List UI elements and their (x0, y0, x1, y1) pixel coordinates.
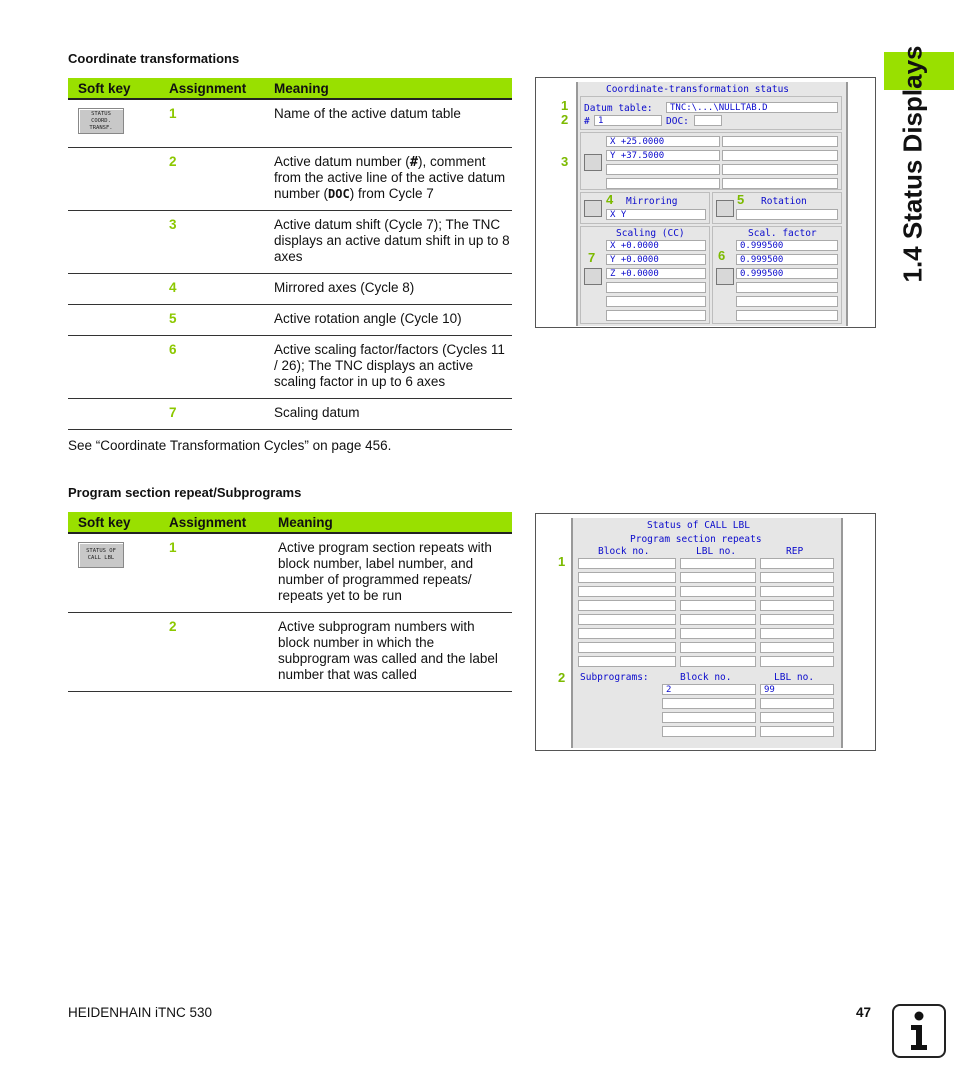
repeat-grid-cell (760, 628, 834, 639)
scaling-factor-icon (716, 268, 734, 285)
sub-block-field: 2 (662, 684, 756, 695)
repeat-grid-cell (680, 600, 756, 611)
repeat-grid-cell (680, 572, 756, 583)
cc-y-field: Y +0.0000 (606, 254, 706, 265)
shift-field (722, 178, 838, 189)
status-of-call-lbl-softkey[interactable]: STATUS OF CALL LBL (78, 542, 124, 568)
panel-title: Coordinate-transformation status (606, 84, 790, 95)
coordinate-transformation-status-screenshot (535, 77, 876, 328)
repeat-grid-cell (760, 656, 834, 667)
meaning-text: Active rotation angle (Cycle 10) (264, 304, 512, 335)
repeat-grid-cell (760, 642, 834, 653)
scale-factor-label: Scal. factor (748, 228, 817, 239)
page-number: 47 (856, 1005, 872, 1020)
cc-field (606, 310, 706, 321)
panel-title: Status of CALL LBL (647, 520, 750, 531)
assignment-number: 3 (159, 210, 264, 273)
meaning-text: Name of the active datum table (264, 99, 512, 147)
repeat-grid-cell (578, 656, 676, 667)
scaling-cc-label: Scaling (CC) (616, 228, 685, 239)
column-header-soft-key: Soft key (68, 78, 159, 99)
repeat-grid-cell (578, 558, 676, 569)
assignment-number: 7 (159, 398, 264, 429)
callout-3: 3 (561, 154, 569, 169)
rotation-field (736, 209, 838, 220)
scale-factor-field: 0.999500 (736, 254, 838, 265)
footer-product: HEIDENHAIN iTNC 530 (68, 1005, 213, 1020)
table-row (68, 613, 512, 692)
cc-z-field: Z +0.0000 (606, 268, 706, 279)
assignment-number: 1 (159, 99, 264, 147)
section-subtitle: Program section repeats (630, 534, 762, 545)
status-coord-transf-softkey[interactable]: STATUS COORD. TRANSF. (78, 108, 124, 134)
shift-field (722, 150, 838, 161)
callout-1: 1 (558, 554, 566, 569)
mirroring-field: X Y (606, 209, 706, 220)
column-header-soft-key: Soft key (68, 512, 159, 533)
repeat-grid-cell (578, 614, 676, 625)
softkey-cell (68, 99, 159, 147)
meaning-text: Mirrored axes (Cycle 8) (264, 273, 512, 304)
rotation-icon (716, 200, 734, 217)
subprogram-grid-cell (760, 726, 834, 737)
assignment-number: 6 (159, 335, 264, 398)
datum-table-field: TNC:\...\NULLTAB.D (666, 102, 838, 113)
meaning-text: Scaling datum (264, 398, 512, 429)
repeat-grid-cell (680, 586, 756, 597)
column-header-assignment: Assignment (159, 512, 268, 533)
column-header-meaning: Meaning (264, 78, 512, 99)
program-section-repeat-table (68, 512, 512, 692)
table-row (68, 533, 512, 613)
table-row (68, 304, 512, 335)
subprograms-label: Subprograms: (580, 672, 649, 683)
repeat-grid-cell (680, 642, 756, 653)
cc-field (606, 296, 706, 307)
sub-column-block-no: Block no. (680, 672, 732, 683)
repeat-grid-cell (760, 614, 834, 625)
datum-number-field: 1 (594, 115, 662, 126)
callout-6: 6 (718, 248, 726, 263)
scale-factor-field (736, 296, 838, 307)
softkey-cell (68, 533, 159, 613)
scale-factor-field (736, 282, 838, 293)
column-block-no: Block no. (598, 546, 650, 557)
subprogram-grid-cell (760, 698, 834, 709)
datum-shift-icon (584, 154, 602, 171)
table-row (68, 147, 512, 210)
shift-field (606, 178, 720, 189)
table-row (68, 273, 512, 304)
repeat-grid-cell (760, 600, 834, 611)
mirroring-label: Mirroring (626, 196, 678, 207)
repeat-grid-cell (578, 572, 676, 583)
callout-2: 2 (558, 670, 566, 685)
shift-field (606, 164, 720, 175)
assignment-number: 2 (159, 613, 268, 692)
column-lbl-no: LBL no. (696, 546, 737, 557)
subprogram-grid-cell (760, 712, 834, 723)
table-row (68, 398, 512, 429)
repeat-grid-cell (578, 600, 676, 611)
datum-number-label: # (584, 116, 590, 127)
assignment-number: 1 (159, 533, 268, 613)
scale-factor-field: 0.999500 (736, 240, 838, 251)
scale-factor-field (736, 310, 838, 321)
mirroring-icon (584, 200, 602, 217)
shift-field (722, 136, 838, 147)
repeat-grid-cell (578, 642, 676, 653)
cc-x-field: X +0.0000 (606, 240, 706, 251)
repeat-grid-cell (760, 558, 834, 569)
repeat-grid-cell (680, 614, 756, 625)
side-title: 1.4 Status Displays (897, 45, 928, 283)
coordinate-transformations-table (68, 78, 512, 430)
repeat-grid-cell (760, 586, 834, 597)
assignment-number: 5 (159, 304, 264, 335)
section-heading-coordinate-transformations: Coordinate transformations (68, 51, 240, 66)
shift-x-field: X +25.0000 (606, 136, 720, 147)
subprogram-grid-cell (662, 712, 756, 723)
callout-4: 4 (606, 192, 614, 207)
rotation-label: Rotation (761, 196, 807, 207)
cross-reference-text: See “Coordinate Transformation Cycles” on page 456. (68, 438, 392, 453)
meaning-text: Active subprogram numbers with block number in which the subprogram was called and the label number that was called (268, 613, 512, 692)
repeat-grid-cell (760, 572, 834, 583)
column-header-assignment: Assignment (159, 78, 264, 99)
repeat-grid-cell (680, 656, 756, 667)
doc-label: DOC: (666, 116, 689, 127)
datum-table-label: Datum table: (584, 103, 653, 114)
meaning-text: Active program section repeats with block number, label number, and number of programmed repeats/ repeats yet to be run (268, 533, 512, 613)
info-icon (892, 1004, 946, 1058)
meaning-text: Active scaling factor/factors (Cycles 11 / 26); The TNC displays an active scaling factor in up to 6 axes (264, 335, 512, 398)
call-lbl-status-screenshot (535, 513, 876, 751)
column-rep: REP (786, 546, 804, 557)
assignment-number: 4 (159, 273, 264, 304)
scaling-datum-icon (584, 268, 602, 285)
table-row (68, 99, 512, 147)
callout-5: 5 (737, 192, 745, 207)
column-header-meaning: Meaning (268, 512, 512, 533)
subprogram-grid-cell (662, 726, 756, 737)
scale-factor-field: 0.999500 (736, 268, 838, 279)
repeat-grid-cell (680, 558, 756, 569)
meaning-text: Active datum number (#), comment from the active line of the active datum number (DOC) from Cycle 7 (264, 147, 512, 210)
subprogram-grid-cell (662, 698, 756, 709)
callout-1: 1 (561, 98, 569, 113)
repeat-grid-cell (680, 628, 756, 639)
cc-field (606, 282, 706, 293)
sub-column-lbl-no: LBL no. (774, 672, 815, 683)
sub-lbl-field: 99 (760, 684, 834, 695)
shift-field (722, 164, 838, 175)
repeat-grid-cell (578, 628, 676, 639)
meaning-text: Active datum shift (Cycle 7); The TNC displays an active datum shift in up to 8 axes (264, 210, 512, 273)
repeat-grid-cell (578, 586, 676, 597)
callout-2: 2 (561, 112, 569, 127)
doc-field (694, 115, 722, 126)
table-row (68, 335, 512, 398)
table-row (68, 210, 512, 273)
callout-7: 7 (588, 250, 596, 265)
shift-y-field: Y +37.5000 (606, 150, 720, 161)
section-heading-program-section-repeat: Program section repeat/Subprograms (68, 485, 302, 500)
assignment-number: 2 (159, 147, 264, 210)
